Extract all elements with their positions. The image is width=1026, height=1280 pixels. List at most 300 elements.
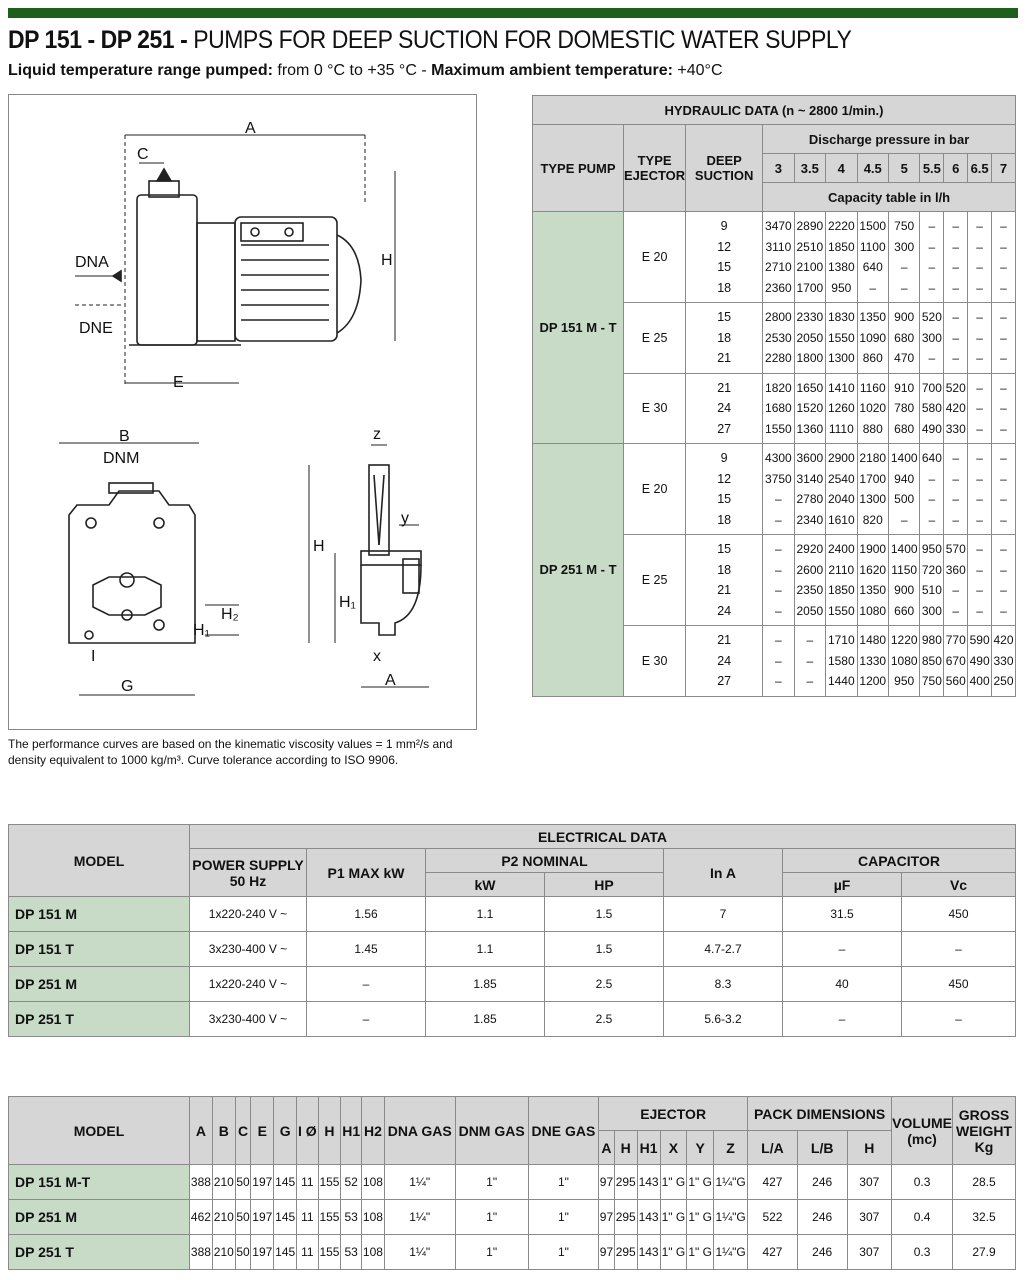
- capacity-value: –: [976, 603, 983, 618]
- electrical-hp: 1.5: [545, 932, 664, 967]
- capacity-cell: [826, 373, 857, 444]
- capacity-value: 2780: [796, 492, 824, 506]
- dimension-value: 1" G: [660, 1200, 687, 1235]
- dimension-value: 1¼"G: [714, 1165, 748, 1200]
- electrical-p1: –: [307, 967, 426, 1002]
- capacity-cell: [992, 212, 1016, 303]
- capacity-value: –: [976, 401, 983, 415]
- capacity-cell: [968, 303, 992, 374]
- capacity-cell: [968, 212, 992, 303]
- capacity-cell: [920, 303, 944, 374]
- capacity-value: 900: [894, 310, 915, 324]
- capacity-value: 750: [894, 219, 915, 233]
- electrical-uf: –: [783, 1002, 902, 1037]
- deep-suction-value: 27: [717, 421, 732, 436]
- capacity-value: 330: [993, 653, 1014, 668]
- ejector-col-a: A: [599, 1131, 615, 1165]
- capacity-value: –: [952, 330, 960, 345]
- dims-col-dnm: DNM GAS: [455, 1097, 528, 1165]
- capacity-value: 4300: [765, 451, 792, 465]
- capacity-value: 3470: [765, 219, 792, 233]
- capacity-cell: [763, 535, 794, 626]
- capacity-cell: [992, 535, 1016, 626]
- capacity-value: –: [1000, 562, 1007, 577]
- capacity-value: 2900: [827, 451, 855, 465]
- dimensions-row: [9, 1165, 1016, 1200]
- capacity-value: 1610: [827, 512, 855, 527]
- pack-header: PACK DIMENSIONS: [748, 1097, 892, 1131]
- dimensions-row: [9, 1235, 1016, 1270]
- capacity-value: –: [952, 239, 960, 254]
- capacity-value: 2360: [765, 280, 792, 295]
- capacity-value: 1330: [859, 653, 887, 668]
- capacity-value: –: [1000, 451, 1007, 465]
- dimension-value: 108: [361, 1165, 384, 1200]
- capacity-value: –: [976, 421, 983, 436]
- capacity-value: 360: [945, 562, 966, 577]
- electrical-hp: 1.5: [545, 897, 664, 932]
- capacity-value: –: [1000, 351, 1007, 365]
- capacity-value: –: [976, 380, 983, 395]
- capacity-value: 2710: [765, 260, 792, 274]
- capacity-cell: [857, 373, 888, 444]
- dimension-value: 53: [341, 1235, 362, 1270]
- dimension-value: 1¼": [384, 1165, 455, 1200]
- capacity-value: –: [1000, 219, 1007, 233]
- dims-col-i-dia: I Ø: [297, 1097, 318, 1165]
- dimension-value: 462: [190, 1200, 213, 1235]
- capacity-value: –: [976, 583, 983, 597]
- dimension-value: 1": [528, 1200, 599, 1235]
- capacity-value: 3600: [796, 451, 824, 465]
- dim-label-g: G: [121, 678, 134, 695]
- capacity-value: 1550: [827, 330, 855, 345]
- capacity-value: 1820: [765, 380, 792, 395]
- dim-label-h-ejector: H: [313, 538, 325, 555]
- dimension-value: 32.5: [953, 1200, 1016, 1235]
- capacity-value: 640: [862, 260, 883, 274]
- capacity-cell: [763, 303, 794, 374]
- capacity-value: 490: [969, 653, 990, 668]
- capacity-value: 2400: [827, 542, 855, 556]
- capacity-value: 2920: [796, 542, 824, 556]
- deep-suction-value: 12: [717, 239, 732, 254]
- model-name: DP 151 M-T: [9, 1165, 190, 1200]
- electrical-vc: –: [902, 932, 1016, 967]
- capacity-value: 330: [945, 421, 966, 436]
- capacity-value: –: [775, 633, 782, 647]
- dimension-value: 155: [318, 1235, 341, 1270]
- capacity-value: 950: [921, 542, 942, 556]
- dimension-value: 11: [297, 1235, 318, 1270]
- dims-col-e: E: [251, 1097, 274, 1165]
- capacity-value: 1480: [859, 633, 887, 647]
- capacity-value: –: [1000, 401, 1007, 415]
- ejector-type: E 25: [624, 535, 686, 626]
- capacity-cell: [920, 626, 944, 697]
- capacity-value: 1830: [827, 310, 855, 324]
- capacity-value: –: [976, 280, 983, 295]
- capacity-cell: [888, 444, 919, 535]
- capacity-value: 940: [894, 471, 915, 486]
- col-uf: µF: [783, 873, 902, 897]
- dimension-value: 246: [797, 1200, 847, 1235]
- capacity-value: –: [928, 512, 936, 527]
- dimension-value: 155: [318, 1200, 341, 1235]
- capacity-value: 520: [921, 310, 942, 324]
- capacity-value: –: [1000, 512, 1007, 527]
- ejector-col-h1: H1: [637, 1131, 660, 1165]
- ejector-col-h: H: [614, 1131, 637, 1165]
- dimension-value: 388: [190, 1235, 213, 1270]
- electrical-supply: 3x230-400 V ~: [190, 1002, 307, 1037]
- pressure-6.5: 6.5: [968, 154, 992, 183]
- capacity-value: 910: [894, 380, 915, 395]
- pack-col: H: [847, 1131, 892, 1165]
- dims-col-dna: DNA GAS: [384, 1097, 455, 1165]
- capacity-value: –: [1000, 280, 1007, 295]
- model-name: DP 251 M: [9, 1200, 190, 1235]
- capacity-cell: [794, 212, 825, 303]
- capacity-value: –: [806, 674, 814, 688]
- capacity-value: 590: [969, 633, 990, 647]
- capacity-value: 2530: [765, 330, 792, 345]
- pump-dimension-drawing: [9, 95, 478, 731]
- capacity-cell: [968, 535, 992, 626]
- capacity-value: –: [1000, 492, 1007, 506]
- col-deep-suction: DEEP SUCTION: [686, 125, 763, 212]
- capacity-value: 2330: [796, 310, 824, 324]
- electrical-kw: 1.1: [426, 932, 545, 967]
- deep-suction-cell: [686, 373, 763, 444]
- capacity-cell: [857, 303, 888, 374]
- dimension-value: 1" G: [687, 1200, 714, 1235]
- col-in: In A: [664, 849, 783, 897]
- capacity-value: –: [952, 471, 960, 486]
- capacity-value: 2280: [765, 351, 792, 365]
- electrical-in: 8.3: [664, 967, 783, 1002]
- dimension-value: 388: [190, 1165, 213, 1200]
- deep-suction-value: 21: [717, 351, 732, 365]
- ejector-type: E 25: [624, 303, 686, 374]
- capacity-cell: [826, 303, 857, 374]
- ejector-type: E 30: [624, 373, 686, 444]
- dimension-value: 0.4: [892, 1200, 953, 1235]
- capacity-value: –: [952, 603, 960, 618]
- capacity-value: 420: [945, 401, 966, 415]
- electrical-row: [9, 897, 1016, 932]
- capacity-value: –: [976, 330, 983, 345]
- capacity-value: –: [775, 583, 782, 597]
- electrical-supply: 1x220-240 V ~: [190, 897, 307, 932]
- deep-suction-value: 12: [717, 471, 732, 486]
- dims-col-h2: H2: [361, 1097, 384, 1165]
- capacity-cell: [920, 444, 944, 535]
- capacity-cell: [944, 626, 968, 697]
- capacity-value: 3110: [765, 239, 792, 254]
- dimension-value: 108: [361, 1235, 384, 1270]
- dim-label-i: I: [91, 648, 96, 665]
- dimension-value: 1¼": [384, 1200, 455, 1235]
- dimension-value: 145: [274, 1200, 297, 1235]
- hydraulic-row: [533, 212, 1016, 303]
- dim-label-e: E: [173, 374, 184, 391]
- capacity-value: 1900: [859, 542, 887, 556]
- dimension-value: 246: [797, 1235, 847, 1270]
- capacity-value: 2180: [859, 451, 887, 465]
- capacity-cell: [920, 535, 944, 626]
- capacity-cell: [968, 373, 992, 444]
- capacity-cell: [794, 373, 825, 444]
- capacity-value: 2340: [796, 512, 824, 527]
- capacity-value: –: [952, 451, 960, 465]
- dimension-value: 197: [251, 1165, 274, 1200]
- capacity-value: –: [900, 260, 908, 274]
- deep-suction-value: 9: [720, 451, 728, 465]
- dimensions-table: [8, 1096, 1016, 1270]
- dimension-value: 1" G: [660, 1165, 687, 1200]
- capacity-value: 1800: [796, 351, 824, 365]
- capacity-value: –: [952, 219, 960, 233]
- capacity-value: 1380: [827, 260, 855, 274]
- dim-label-dna: DNA: [75, 254, 109, 271]
- dimension-value: 155: [318, 1165, 341, 1200]
- capacity-cell: [992, 303, 1016, 374]
- dims-col-volume: VOLUME (mc): [892, 1097, 953, 1165]
- capacity-value: –: [1000, 583, 1007, 597]
- deep-suction-cell: [686, 212, 763, 303]
- capacity-value: –: [952, 512, 960, 527]
- dimension-value: 143: [637, 1235, 660, 1270]
- dim-label-z: z: [373, 426, 381, 443]
- capacity-value: 3750: [765, 471, 792, 486]
- capacity-cell: [857, 212, 888, 303]
- capacity-value: 2350: [796, 583, 824, 597]
- capacity-cell: [888, 303, 919, 374]
- capacity-value: –: [976, 351, 983, 365]
- capacity-value: 1410: [827, 380, 855, 395]
- capacity-cell: [826, 212, 857, 303]
- capacity-value: –: [1000, 471, 1007, 486]
- capacity-value: 1700: [796, 280, 824, 295]
- capacity-value: –: [952, 351, 960, 365]
- dimension-value: 522: [748, 1200, 798, 1235]
- capacity-value: –: [1000, 260, 1007, 274]
- capacity-cell: [992, 373, 1016, 444]
- dimension-value: 197: [251, 1200, 274, 1235]
- col-kw: kW: [426, 873, 545, 897]
- deep-suction-value: 21: [717, 583, 732, 597]
- capacity-cell: [826, 535, 857, 626]
- capacity-value: –: [976, 451, 983, 465]
- capacity-cell: [763, 626, 794, 697]
- capacity-cell: [944, 444, 968, 535]
- capacity-value: 1520: [796, 401, 824, 415]
- dimension-value: 0.3: [892, 1235, 953, 1270]
- deep-suction-cell: [686, 303, 763, 374]
- performance-note: The performance curves are based on the kinematic viscosity values = 1 mm²/s and density equivalent to 1000 kg/m³. Curve tolerance according to ISO 9906.: [8, 737, 453, 767]
- dims-col-model: MODEL: [9, 1097, 190, 1165]
- capacity-value: –: [1000, 603, 1007, 618]
- capacity-value: –: [976, 492, 983, 506]
- capacity-value: –: [900, 280, 908, 295]
- capacity-value: 1160: [859, 380, 886, 395]
- dimension-value: 50: [235, 1165, 251, 1200]
- electrical-p1: 1.45: [307, 932, 426, 967]
- capacity-cell: [944, 303, 968, 374]
- dimension-value: 143: [637, 1165, 660, 1200]
- capacity-value: –: [775, 603, 782, 618]
- model-name: DP 251 T: [9, 1235, 190, 1270]
- dim-label-h2: H₂: [221, 606, 239, 623]
- capacity-value: 1020: [859, 401, 887, 415]
- capacity-value: –: [1000, 380, 1007, 395]
- capacity-value: 520: [945, 380, 966, 395]
- capacity-value: 2100: [796, 260, 824, 274]
- capacity-value: 2800: [765, 310, 792, 324]
- capacity-cell: [920, 373, 944, 444]
- capacity-value: –: [775, 653, 782, 668]
- dim-label-h: H: [381, 252, 393, 269]
- capacity-value: –: [1000, 421, 1007, 436]
- col-type-ejector: TYPE EJECTOR: [624, 125, 686, 212]
- capacity-value: –: [952, 492, 960, 506]
- electrical-p1: 1.56: [307, 897, 426, 932]
- pressure-6: 6: [944, 154, 968, 183]
- capacity-value: –: [806, 653, 814, 668]
- col-hp: HP: [545, 873, 664, 897]
- capacity-cell: [763, 373, 794, 444]
- capacity-value: 1350: [859, 310, 887, 324]
- capacity-cell: [763, 444, 794, 535]
- capacity-value: 680: [894, 330, 915, 345]
- capacity-value: –: [775, 512, 782, 527]
- capacity-cell: [857, 535, 888, 626]
- dims-col-weight: GROSS WEIGHT Kg: [953, 1097, 1016, 1165]
- dim-label-dnm: DNM: [103, 450, 140, 467]
- capacity-value: –: [976, 239, 983, 254]
- hydraulic-data-table: [532, 95, 1016, 697]
- capacity-value: 820: [862, 512, 883, 527]
- capacity-value: 1110: [828, 421, 854, 436]
- capacity-value: 1200: [859, 674, 887, 688]
- col-p1: P1 MAX kW: [307, 849, 426, 897]
- capacity-value: 720: [921, 562, 942, 577]
- dims-col-h: H: [318, 1097, 341, 1165]
- capacity-value: –: [775, 492, 782, 506]
- electrical-p1: –: [307, 1002, 426, 1037]
- dim-label-b: B: [119, 428, 130, 445]
- dim-label-c: C: [137, 146, 149, 163]
- deep-suction-value: 15: [717, 542, 732, 556]
- dimension-value: 1¼"G: [714, 1200, 748, 1235]
- page-subtitle: Liquid temperature range pumped: from 0 °C to +35 °C - Maximum ambient temperature: +40°C: [8, 62, 723, 79]
- dims-col-a: A: [190, 1097, 213, 1165]
- model-name: DP 251 M: [9, 967, 190, 1002]
- capacity-value: 500: [894, 492, 915, 506]
- capacity-value: –: [976, 310, 983, 324]
- deep-suction-value: 15: [717, 310, 732, 324]
- capacity-value: 2050: [796, 330, 824, 345]
- electrical-vc: –: [902, 1002, 1016, 1037]
- capacity-value: 850: [921, 653, 942, 668]
- capacity-value: –: [1000, 542, 1007, 556]
- capacity-value: 1400: [890, 451, 918, 465]
- capacity-value: 1220: [890, 633, 918, 647]
- electrical-uf: 40: [783, 967, 902, 1002]
- capacity-value: 2510: [796, 239, 824, 254]
- dim-label-y: y: [401, 510, 409, 527]
- capacity-value: 1350: [859, 583, 887, 597]
- capacity-value: –: [976, 219, 983, 233]
- capacity-value: 1680: [765, 401, 792, 415]
- dimension-value: 1": [455, 1165, 528, 1200]
- capacity-cell: [888, 212, 919, 303]
- electrical-uf: 31.5: [783, 897, 902, 932]
- capacity-value: 1100: [859, 239, 886, 254]
- pressure-header: Discharge pressure in bar: [763, 125, 1016, 154]
- model-name: DP 151 T: [9, 932, 190, 967]
- pressure-5.5: 5.5: [920, 154, 944, 183]
- capacity-value: 420: [993, 633, 1014, 647]
- capacity-value: –: [928, 471, 936, 486]
- pressure-5: 5: [888, 154, 919, 183]
- page-title: DP 151 - DP 251 - PUMPS FOR DEEP SUCTION FOR DOMESTIC WATER SUPPLY: [8, 26, 852, 54]
- capacity-value: –: [775, 674, 782, 688]
- electrical-in: 7: [664, 897, 783, 932]
- dimension-value: 28.5: [953, 1165, 1016, 1200]
- capacity-value: –: [952, 583, 960, 597]
- deep-suction-value: 21: [717, 380, 732, 395]
- capacity-value: 880: [862, 421, 883, 436]
- capacity-value: 1500: [859, 219, 887, 233]
- capacity-cell: [944, 535, 968, 626]
- dimensions-row: [9, 1200, 1016, 1235]
- capacity-cell: [992, 444, 1016, 535]
- capacity-value: 1710: [827, 633, 855, 647]
- capacity-value: –: [952, 260, 960, 274]
- dims-col-dne: DNE GAS: [528, 1097, 599, 1165]
- ejector-col-y: Y: [687, 1131, 714, 1165]
- deep-suction-cell: [686, 444, 763, 535]
- dimension-value: 1" G: [687, 1235, 714, 1270]
- dimension-value: 52: [341, 1165, 362, 1200]
- pressure-7: 7: [992, 154, 1016, 183]
- capacity-value: –: [1000, 330, 1007, 345]
- dimension-value: 210: [212, 1165, 235, 1200]
- electrical-supply: 3x230-400 V ~: [190, 932, 307, 967]
- deep-suction-value: 15: [717, 492, 732, 506]
- electrical-vc: 450: [902, 897, 1016, 932]
- electrical-data-table: [8, 824, 1016, 1037]
- pressure-4.5: 4.5: [857, 154, 888, 183]
- dimension-value: 197: [251, 1235, 274, 1270]
- capacity-value: –: [952, 280, 960, 295]
- electrical-in: 4.7-2.7: [664, 932, 783, 967]
- dimension-value: 97: [599, 1235, 615, 1270]
- capacity-value: 980: [921, 633, 942, 647]
- capacity-value: 950: [894, 674, 915, 688]
- dims-col-g: G: [274, 1097, 297, 1165]
- dimension-value: 1": [528, 1235, 599, 1270]
- capacity-header: Capacity table in l/h: [763, 183, 1016, 212]
- dimension-value: 210: [212, 1235, 235, 1270]
- capacity-value: –: [952, 310, 960, 324]
- electrical-kw: 1.1: [426, 897, 545, 932]
- capacity-cell: [794, 303, 825, 374]
- capacity-value: 1300: [827, 351, 855, 365]
- hydraulic-title: HYDRAULIC DATA (n ~ 2800 1/min.): [533, 96, 1016, 125]
